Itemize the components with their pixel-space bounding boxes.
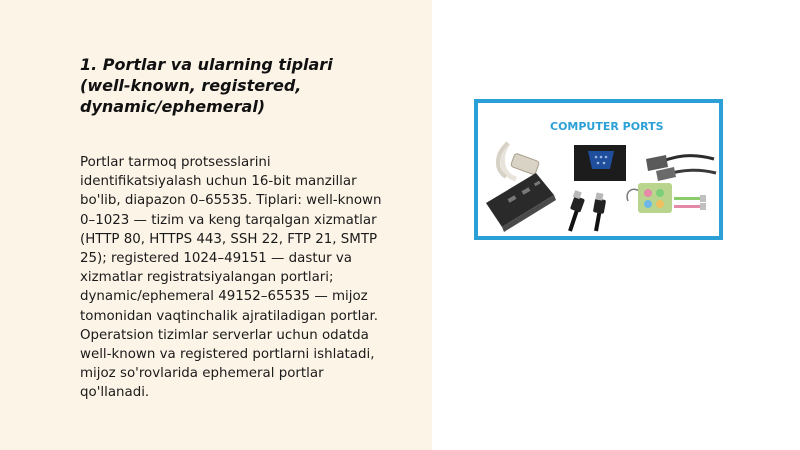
body-line: (HTTP 80, HTTPS 443, SSH 22, FTP 21, SMTP [80,231,378,247]
body-line: well-known va registered portlarni ishlatadi, [80,347,375,363]
body-line: 0–1023 — tizim va keng tarqalgan xizmatlar [80,212,377,228]
body-line: Portlar tarmoq protsesslarini [80,155,271,170]
slide-title [80,54,380,117]
title-line: (well-known, registered, [80,76,302,95]
body-line: dynamic/ephemeral 49152–65535 — mijoz [80,289,368,305]
body-line: bo'lib, diapazon 0–65535. Tiplari: well-known [80,193,382,209]
slide-body-text [80,153,425,403]
computer-ports-illustration [478,103,719,236]
body-line: 25); registered 1024–49151 — dastur va [80,251,352,267]
body-line: mijoz so'rovlarida ephemeral portlar [80,366,324,382]
computer-ports-image [474,99,723,240]
body-line: Operatsion tizimlar serverlar uchun odatda [80,327,369,343]
body-line: tomonidan vaqtinchalik ajratiladigan portlar. [80,308,379,324]
vga-connector-icon [574,145,626,181]
body-line: qo'llanadi. [80,385,150,401]
body-line: identifikatsiyalash uchun 16-bit manzillar [80,174,357,190]
title-line: 1. Portlar va ularning tiplari [80,55,333,74]
image-caption: COMPUTER PORTS [550,120,664,133]
body-line: xizmatlar registratsiyalangan portlari; [80,270,334,286]
title-line: dynamic/ephemeral) [80,97,266,116]
